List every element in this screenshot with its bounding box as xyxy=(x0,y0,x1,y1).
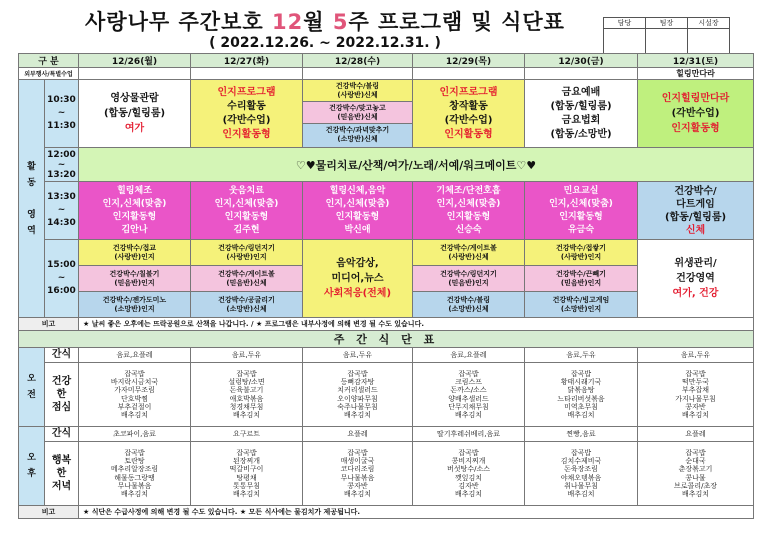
external-sat: 힐링만다라 xyxy=(638,68,754,80)
morning-label: 오 전 xyxy=(19,348,45,427)
prog-sat-4: 위생관리/ 건강영역 여가, 건강 xyxy=(638,240,754,318)
lunch-sat: 잡곡밥 떡만두국 부추잡채 가지나물무침 콩자반 배추김치 xyxy=(638,363,754,427)
lunch-fri: 잡곡밥 황태시래기국 닭볶음탕 느타리버섯볶음 미역초무침 배추김치 xyxy=(525,363,638,427)
snack-pm-sat: 요플레 xyxy=(638,427,754,442)
activity-area-label: 활 동 영 역 xyxy=(19,80,45,318)
approval-sign-1[interactable] xyxy=(604,29,646,55)
note1-label: 비고 xyxy=(19,318,79,331)
dinner-thu: 잡곡밥 콩비지찌개 버섯탕수/소스 깻잎김치 김자반 배추김치 xyxy=(413,442,525,506)
program-note-row xyxy=(19,318,754,331)
afternoon-snack-row xyxy=(19,427,754,442)
snack-am-fri: 음료,두유 xyxy=(525,348,638,363)
morning-snack-row xyxy=(19,348,754,363)
prog-tue-4: 건강박수/링던지기 (사랑반)인지 건강박수/게이트볼 (믿음반)신체 건강박수/공굴리기 (소망반)신체 xyxy=(191,240,303,318)
external-label: 외부행사/특별수업 xyxy=(19,68,79,80)
title-date-range: ( 2022.12.26. ~ 2022.12.31. ) xyxy=(209,35,441,51)
activity-row-3 xyxy=(19,182,754,240)
time-2: 12:00 ~ 13:20 xyxy=(45,148,79,182)
snack-pm-wed: 요플레 xyxy=(303,427,413,442)
lunch-mon: 잡곡밥 바지락시금치국 가자미무조림 단호박찜 부추겉절이 배추김치 xyxy=(79,363,191,427)
header-gubun: 구 분 xyxy=(19,54,79,68)
snack-am-mon: 음료,요플레 xyxy=(79,348,191,363)
dinner-sat: 잡곡밥 순대국 춘장볶고기 콩나물 브로콜리/초장 배추김치 xyxy=(638,442,754,506)
dinner-tue: 잡곡밥 된장찌개 떡갈비구이 탕평채 톳통무침 배추김치 xyxy=(191,442,303,506)
approval-staff: 담당 xyxy=(604,18,646,29)
snack-pm-fri: 찐빵,음료 xyxy=(525,427,638,442)
snack-pm-thu: 딸기후레쉬베리,음료 xyxy=(413,427,525,442)
note2-text: ★ 식단은 수급사정에 의해 변경 될 수도 있습니다. ★ 모든 식사에는 물김치가 제공됩니다. xyxy=(79,506,754,519)
activity-row-4 xyxy=(19,240,754,318)
prog-tue-3: 웃음치료 인지,신체(맞춤) 인지활동형 김주현 xyxy=(191,182,303,240)
prog-mon-3: 힐링체조 인지,신체(맞춤) 인지활동형 김안나 xyxy=(79,182,191,240)
prog-fri-4: 건강박수/접쌓기 (사랑반)인지 건강박수/끈빼기 (믿음반)인지 건강박수/빙고게임 (소망반)인지 xyxy=(525,240,638,318)
menu-note-row xyxy=(19,506,754,519)
lunch-thu: 잡곡밥 크림스프 돈까스/소스 양배추샐러드 단무지채무침 배추김치 xyxy=(413,363,525,427)
prog-thu-4: 건강박수/게이트볼 (사랑반)신체 건강박수/링던지기 (믿음반)인지 건강박수/볼링 (소망반)신체 xyxy=(413,240,525,318)
day-wed: 12/28(수) xyxy=(303,54,413,68)
title-main: 사랑나무 주간보호 12월 5주 프로그램 및 식단표 xyxy=(85,10,565,34)
prog-tue-1: 인지프로그램 수리활동 (각반수업) 인지활동형 xyxy=(191,80,303,148)
prog-wed-4: 음악감상, 미디어,뉴스 사회적응(전체) xyxy=(303,240,413,318)
dinner-mon: 잡곡밥 토란탕 메추리알장조림 해물동그랑땡 무나물볶음 배추김치 xyxy=(79,442,191,506)
activity-row-1 xyxy=(19,80,754,148)
prog-mon-4: 건강박수/접교 (사랑반)인지 건강박수/칠불기 (믿음반)인지 건강박수/젠가도미노 (소망반)인지 xyxy=(79,240,191,318)
prog-thu-1: 인지프로그램 창작활동 (각반수업) 인지활동형 xyxy=(413,80,525,148)
page-title xyxy=(55,10,595,56)
dinner-wed: 잡곡밥 매생이굴국 코다리조림 무나물볶음 콩자반 배추김치 xyxy=(303,442,413,506)
day-header-row xyxy=(19,54,754,68)
approval-team-lead: 팀장 xyxy=(646,18,688,29)
approval-box xyxy=(603,17,730,55)
menu-title: 주 간 식 단 표 xyxy=(19,331,754,348)
snack-pm-tue: 요구르트 xyxy=(191,427,303,442)
snack-pm-mon: 초코파이,음료 xyxy=(79,427,191,442)
lunch-label: 건강 한 점심 xyxy=(45,363,79,427)
day-thu: 12/29(목) xyxy=(413,54,525,68)
external-event-row xyxy=(19,68,754,80)
lunch-tue: 잡곡밥 설렁탕/소면 돈육불고기 애호박볶음 청경채무침 배추김치 xyxy=(191,363,303,427)
prog-lunch-break: ♡♥물리치료/산책/여가/노래/서예/워크메이트♡♥ xyxy=(79,148,754,182)
prog-fri-1: 금요예배 (합동/힐링룸) 금요법회 (합동/소망반) xyxy=(525,80,638,148)
snack-am-thu: 음료,요플레 xyxy=(413,348,525,363)
dinner-fri: 잡곡밥 김치수제비국 돈육장조림 야채오뎅볶음 취나물무침 배추김치 xyxy=(525,442,638,506)
day-tue: 12/27(화) xyxy=(191,54,303,68)
time-1: 10:30 ~ 11:30 xyxy=(45,80,79,148)
snack-am-wed: 음료,두유 xyxy=(303,348,413,363)
prog-wed-1: 건강박수/볼링 (사랑반)신체 건강박수/맞고놓고 (믿음반)신체 건강박수/과녁맞추기 (소망반)신체 xyxy=(303,80,413,148)
time-4: 15:00 ~ 16:00 xyxy=(45,240,79,318)
afternoon-snack-label: 간식 xyxy=(45,427,79,442)
day-fri: 12/30(금) xyxy=(525,54,638,68)
day-sat: 12/31(토) xyxy=(638,54,754,68)
day-mon: 12/26(월) xyxy=(79,54,191,68)
activity-row-2 xyxy=(19,148,754,182)
dinner-row xyxy=(19,442,754,506)
morning-snack-label: 간식 xyxy=(45,348,79,363)
note2-label: 비고 xyxy=(19,506,79,519)
snack-am-tue: 음료,두유 xyxy=(191,348,303,363)
approval-sign-3[interactable] xyxy=(688,29,730,55)
approval-sign-2[interactable] xyxy=(646,29,688,55)
approval-director: 시설장 xyxy=(688,18,730,29)
note1-text: ★ 날씨 좋은 오후에는 뜨락공원으로 산책을 나갑니다. / ★ 프로그램은 내부사정에 의해 변경 될 수도 있습니다. xyxy=(79,318,754,331)
lunch-row xyxy=(19,363,754,427)
menu-header-row xyxy=(19,331,754,348)
time-3: 13:30 ~ 14:30 xyxy=(45,182,79,240)
prog-wed-3: 힐링신체,음악 인지,신체(맞춤) 인지활동형 박신애 xyxy=(303,182,413,240)
prog-fri-3: 민요교실 인지,신체(맞춤) 인지활동형 유금숙 xyxy=(525,182,638,240)
prog-sat-1: 인지힐링만다라 (각반수업) 인지활동형 xyxy=(638,80,754,148)
schedule-table xyxy=(18,53,754,519)
dinner-label: 행복 한 저녁 xyxy=(45,442,79,506)
lunch-wed: 잡곡밥 등뼈감자탕 치커리샐러드 오이양파무침 숙주나물무침 배추김치 xyxy=(303,363,413,427)
afternoon-label: 오 후 xyxy=(19,427,45,506)
prog-mon-1: 영상물관람 (합동/힐링룸) 여가 xyxy=(79,80,191,148)
prog-thu-3: 기체조/단전호흡 인지,신체(맞춤) 인지활동형 신승숙 xyxy=(413,182,525,240)
prog-sat-3: 건강박수/ 다트게임 (합동/힐링룸) 신체 xyxy=(638,182,754,240)
snack-am-sat: 음료,두유 xyxy=(638,348,754,363)
